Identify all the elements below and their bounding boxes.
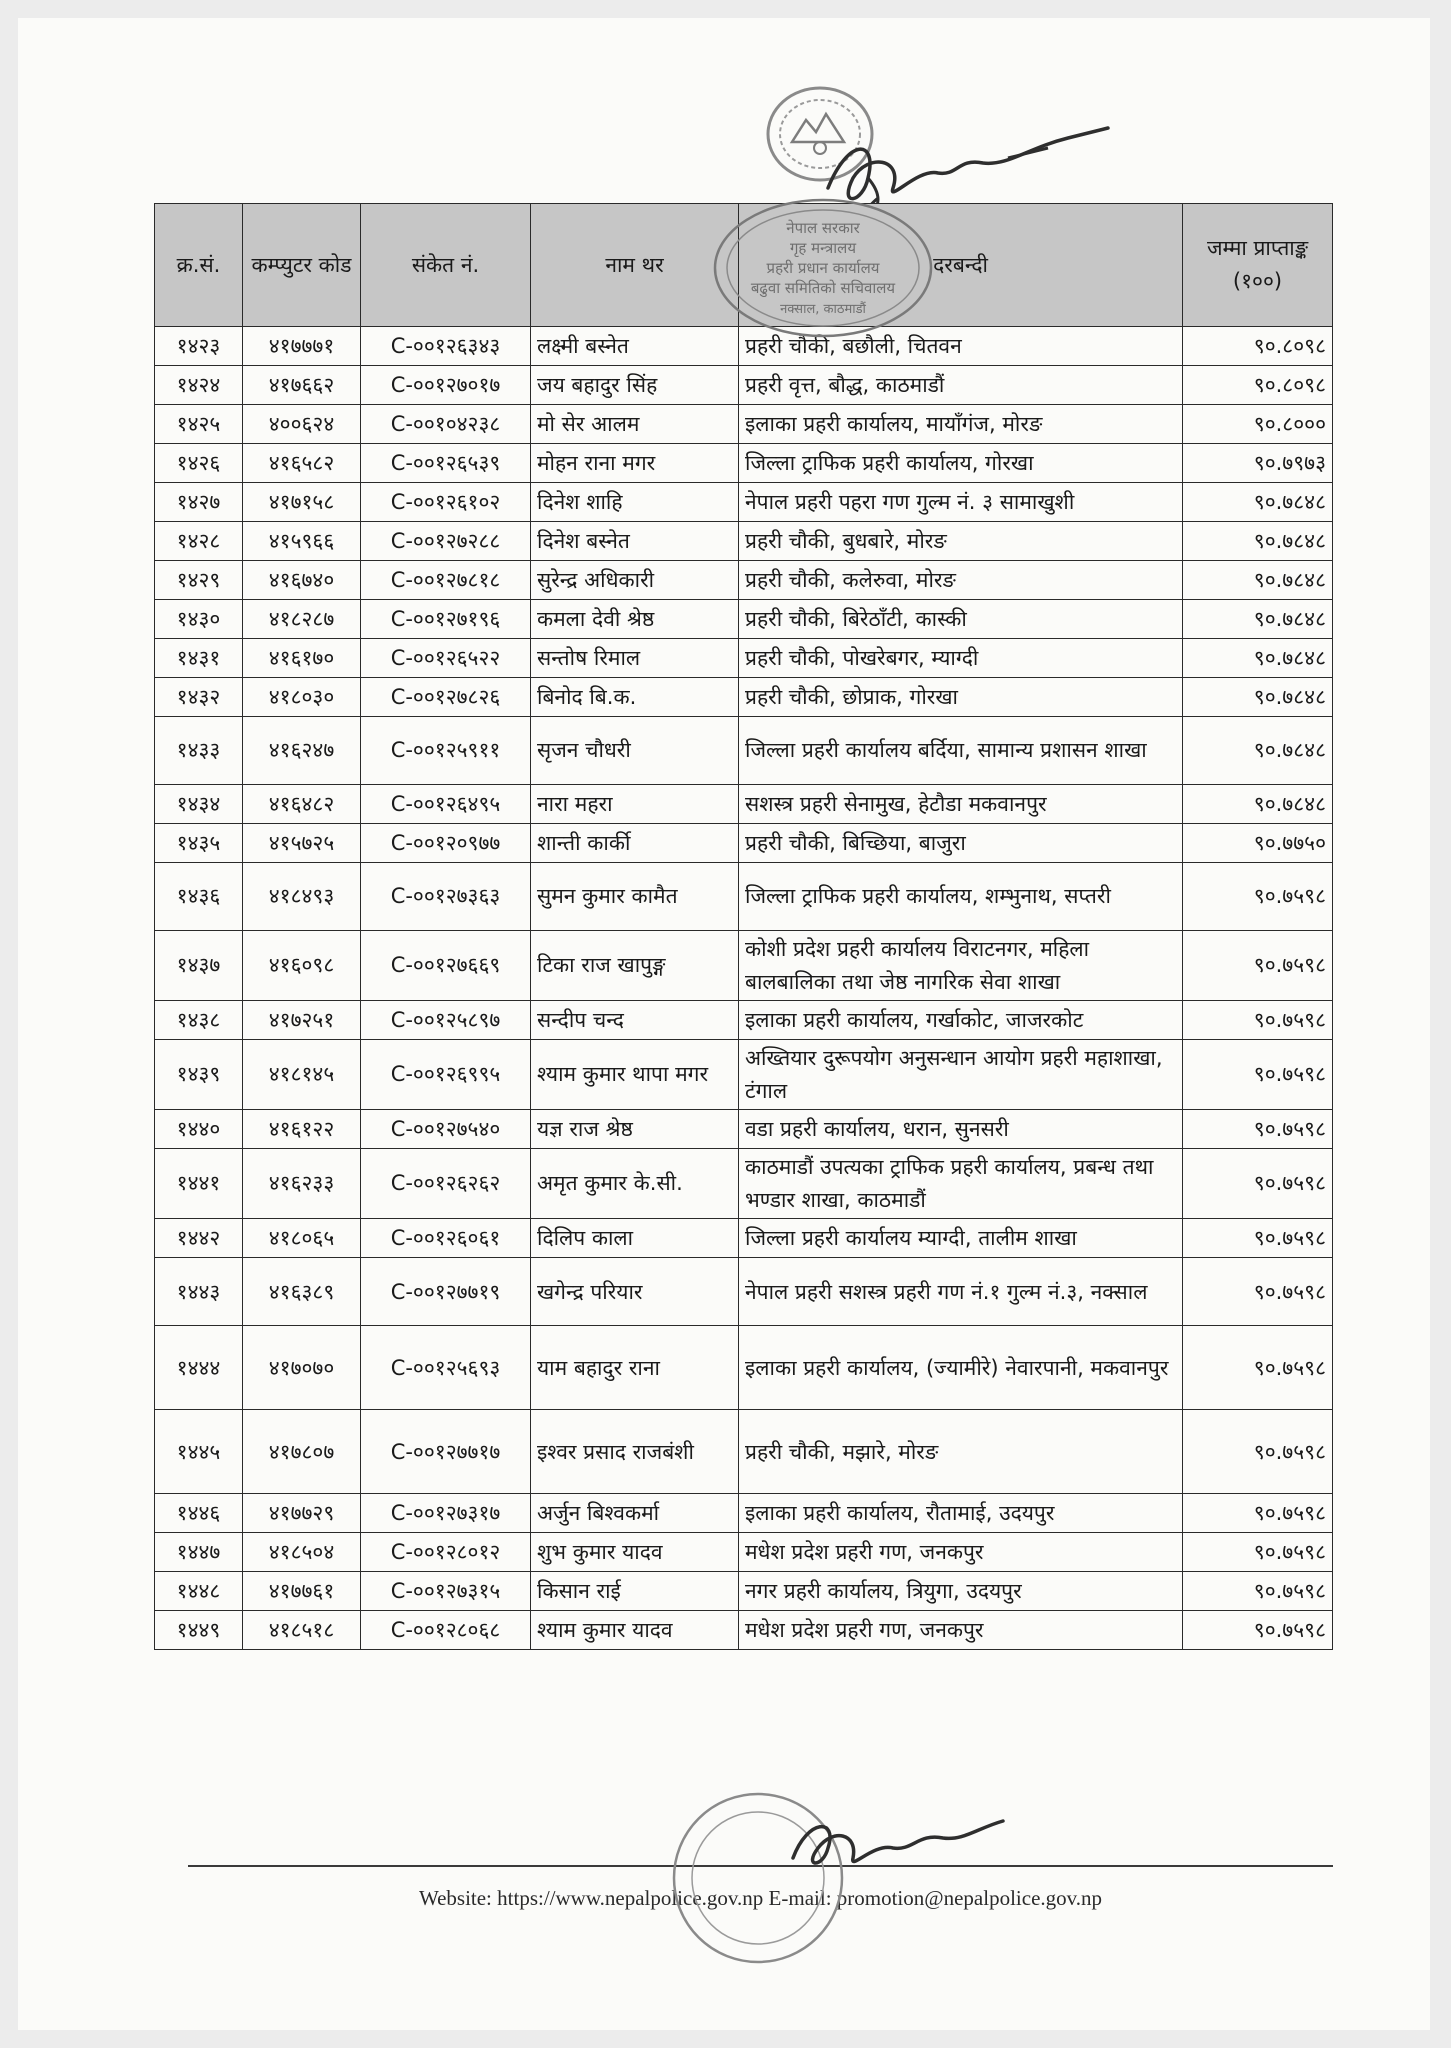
table-row [155, 1494, 1333, 1533]
cell-symbol-number: C-००१२७०१७ [361, 366, 531, 405]
table-row [155, 1110, 1333, 1149]
cell-symbol-number: C-००१२७८१८ [361, 561, 531, 600]
cell-total-score: ९०.८००० [1183, 405, 1333, 444]
cell-symbol-number: C-००१२५६९३ [361, 1326, 531, 1410]
cell-total-score: ९०.७५९८ [1183, 1001, 1333, 1040]
cell-name: अर्जुन बिश्वकर्मा [531, 1494, 739, 1533]
cell-serial: १४३६ [155, 863, 243, 931]
table-row [155, 1001, 1333, 1040]
cell-post: प्रहरी चौकी, पोखरेबगर, म्याग्दी [739, 639, 1183, 678]
cell-total-score: ९०.७८४८ [1183, 561, 1333, 600]
cell-total-score: ९०.७८४८ [1183, 522, 1333, 561]
table-row [155, 931, 1333, 1001]
table-row [155, 1533, 1333, 1572]
cell-serial: १४३० [155, 600, 243, 639]
cell-total-score: ९०.७५९८ [1183, 1326, 1333, 1410]
cell-post: इलाका प्रहरी कार्यालय, (ज्यामीरे) नेवारपानी, मकवानपुर [739, 1326, 1183, 1410]
cell-symbol-number: C-००१२६२६२ [361, 1149, 531, 1219]
cell-serial: १४३२ [155, 678, 243, 717]
cell-name: शान्ती कार्की [531, 824, 739, 863]
cell-post: जिल्ला प्रहरी कार्यालय म्याग्दी, तालीम शाखा [739, 1219, 1183, 1258]
table-row [155, 1572, 1333, 1611]
table-row [155, 1219, 1333, 1258]
cell-post: प्रहरी चौकी, छोप्राक, गोरखा [739, 678, 1183, 717]
header-serial: क्र.सं. [155, 204, 243, 327]
cell-computer-code: ४१५७२५ [243, 824, 361, 863]
cell-name: श्याम कुमार थापा मगर [531, 1040, 739, 1110]
cell-serial: १४२६ [155, 444, 243, 483]
cell-serial: १४४६ [155, 1494, 243, 1533]
cell-symbol-number: C-००१२५९११ [361, 717, 531, 785]
cell-total-score: ९०.७७५० [1183, 824, 1333, 863]
cell-serial: १४४४ [155, 1326, 243, 1410]
cell-total-score: ९०.७५९८ [1183, 1110, 1333, 1149]
cell-name: शुभ कुमार यादव [531, 1533, 739, 1572]
cell-post: काठमाडौं उपत्यका ट्राफिक प्रहरी कार्यालय, प्रबन्ध तथा भण्डार शाखा, काठमाडौं [739, 1149, 1183, 1219]
cell-serial: १४४९ [155, 1611, 243, 1650]
header-computer-code: कम्प्युटर कोड [243, 204, 361, 327]
cell-serial: १४३९ [155, 1040, 243, 1110]
cell-post: प्रहरी चौकी, बुधबारे, मोरङ [739, 522, 1183, 561]
table-row [155, 1611, 1333, 1650]
cell-total-score: ९०.७८४८ [1183, 785, 1333, 824]
cell-name: टिका राज खापुङ्ग [531, 931, 739, 1001]
cell-name: नारा महरा [531, 785, 739, 824]
table-row [155, 522, 1333, 561]
cell-post: प्रहरी चौकी, बछौली, चितवन [739, 327, 1183, 366]
cell-post: मधेश प्रदेश प्रहरी गण, जनकपुर [739, 1611, 1183, 1650]
cell-computer-code: ४१६३८९ [243, 1258, 361, 1326]
cell-total-score: ९०.७५९८ [1183, 863, 1333, 931]
cell-name: कमला देवी श्रेष्ठ [531, 600, 739, 639]
cell-symbol-number: C-००१२७३६३ [361, 863, 531, 931]
stamp-line-1: नेपाल सरकार [786, 219, 860, 237]
cell-computer-code: ४१६४८२ [243, 785, 361, 824]
cell-computer-code: ४१७२५१ [243, 1001, 361, 1040]
cell-total-score: ९०.७५९८ [1183, 1040, 1333, 1110]
table-row [155, 1410, 1333, 1494]
cell-name: दिनेश बस्नेत [531, 522, 739, 561]
cell-total-score: ९०.७५९८ [1183, 1149, 1333, 1219]
cell-post: प्रहरी चौकी, मझारे, मोरङ [739, 1410, 1183, 1494]
cell-serial: १४३८ [155, 1001, 243, 1040]
cell-symbol-number: C-००१२७६६९ [361, 931, 531, 1001]
cell-total-score: ९०.७५९८ [1183, 1410, 1333, 1494]
footer-contact: Website: https://www.nepalpolice.gov.np E-mail: promotion@nepalpolice.gov.np [418, 1886, 1103, 1910]
cell-computer-code: ४१७६६२ [243, 366, 361, 405]
cell-name: किसान राई [531, 1572, 739, 1611]
cell-computer-code: ४१७७६१ [243, 1572, 361, 1611]
cell-serial: १४२४ [155, 366, 243, 405]
cell-symbol-number: C-००१२७८२६ [361, 678, 531, 717]
cell-symbol-number: C-००१२७३१५ [361, 1572, 531, 1611]
cell-name: इश्वर प्रसाद राजबंशी [531, 1410, 739, 1494]
merit-list-table [154, 203, 1333, 1650]
cell-symbol-number: C-००१२६०६१ [361, 1219, 531, 1258]
cell-total-score: ९०.७५९८ [1183, 1494, 1333, 1533]
cell-name: सन्दीप चन्द [531, 1001, 739, 1040]
cell-post: जिल्ला प्रहरी कार्यालय बर्दिया, सामान्य प्रशासन शाखा [739, 717, 1183, 785]
cell-name: सुमन कुमार कामैत [531, 863, 739, 931]
cell-symbol-number: C-००१२८०६८ [361, 1611, 531, 1650]
cell-post: प्रहरी चौकी, कलेरुवा, मोरङ [739, 561, 1183, 600]
cell-name: सन्तोष रिमाल [531, 639, 739, 678]
cell-name: मोहन राना मगर [531, 444, 739, 483]
table-row [155, 863, 1333, 931]
signature-icon [778, 1803, 1008, 1883]
cell-post: नेपाल प्रहरी पहरा गण गुल्म नं. ३ सामाखुशी [739, 483, 1183, 522]
table-row [155, 405, 1333, 444]
cell-computer-code: ४१८५०४ [243, 1533, 361, 1572]
cell-serial: १४२५ [155, 405, 243, 444]
cell-total-score: ९०.७५९८ [1183, 1258, 1333, 1326]
cell-total-score: ९०.७५९८ [1183, 1611, 1333, 1650]
cell-serial: १४३३ [155, 717, 243, 785]
cell-name: श्याम कुमार यादव [531, 1611, 739, 1650]
cell-serial: १४२९ [155, 561, 243, 600]
cell-symbol-number: C-००१२७५४० [361, 1110, 531, 1149]
cell-symbol-number: C-००१२६५३९ [361, 444, 531, 483]
cell-total-score: ९०.७५९८ [1183, 931, 1333, 1001]
cell-name: खगेन्द्र परियार [531, 1258, 739, 1326]
cell-computer-code: ४१८४९३ [243, 863, 361, 931]
cell-symbol-number: C-००१२६१०२ [361, 483, 531, 522]
cell-serial: १४४८ [155, 1572, 243, 1611]
table-row [155, 366, 1333, 405]
cell-post: प्रहरी चौकी, बिच्छिया, बाजुरा [739, 824, 1183, 863]
office-stamp-icon [708, 193, 938, 343]
cell-post: अख्तियार दुरूपयोग अनुसन्धान आयोग प्रहरी महाशाखा, टंगाल [739, 1040, 1183, 1110]
cell-name: सृजन चौधरी [531, 717, 739, 785]
cell-post: जिल्ला ट्राफिक प्रहरी कार्यालय, शम्भुनाथ, सप्तरी [739, 863, 1183, 931]
cell-computer-code: ४१८०६५ [243, 1219, 361, 1258]
table-row [155, 717, 1333, 785]
cell-post: वडा प्रहरी कार्यालय, धरान, सुनसरी [739, 1110, 1183, 1149]
cell-serial: १४४५ [155, 1410, 243, 1494]
cell-serial: १४२७ [155, 483, 243, 522]
cell-computer-code: ४१७७२९ [243, 1494, 361, 1533]
table-row [155, 1258, 1333, 1326]
cell-computer-code: ४१६२४७ [243, 717, 361, 785]
cell-serial: १४४० [155, 1110, 243, 1149]
cell-total-score: ९०.७८४८ [1183, 483, 1333, 522]
cell-post: इलाका प्रहरी कार्यालय, गर्खाकोट, जाजरकोट [739, 1001, 1183, 1040]
cell-computer-code: ४१६१७० [243, 639, 361, 678]
cell-computer-code: ४१८०३० [243, 678, 361, 717]
cell-name: याम बहादुर राना [531, 1326, 739, 1410]
cell-total-score: ९०.७५९८ [1183, 1572, 1333, 1611]
table-row [155, 444, 1333, 483]
cell-post: नगर प्रहरी कार्यालय, त्रियुगा, उदयपुर [739, 1572, 1183, 1611]
cell-name: सुरेन्द्र अधिकारी [531, 561, 739, 600]
table-row [155, 600, 1333, 639]
table-row [155, 483, 1333, 522]
cell-symbol-number: C-००१२६४९५ [361, 785, 531, 824]
cell-symbol-number: C-००१२६५२२ [361, 639, 531, 678]
header-symbol-number: संकेत नं. [361, 204, 531, 327]
header-post: दरबन्दी [739, 204, 1183, 327]
cell-name: अमृत कुमार के.सी. [531, 1149, 739, 1219]
table-row [155, 1040, 1333, 1110]
cell-serial: १४२३ [155, 327, 243, 366]
cell-serial: १४४२ [155, 1219, 243, 1258]
cell-post: इलाका प्रहरी कार्यालय, मायाँगंज, मोरङ [739, 405, 1183, 444]
cell-total-score: ९०.८०९८ [1183, 327, 1333, 366]
cell-symbol-number: C-००१२७२८८ [361, 522, 531, 561]
cell-total-score: ९०.७५९८ [1183, 1533, 1333, 1572]
cell-total-score: ९०.७८४८ [1183, 717, 1333, 785]
cell-name: जय बहादुर सिंह [531, 366, 739, 405]
cell-name: मो सेर आलम [531, 405, 739, 444]
cell-total-score: ९०.७८४८ [1183, 639, 1333, 678]
table-row [155, 561, 1333, 600]
cell-symbol-number: C-००१२६३४३ [361, 327, 531, 366]
cell-post: मधेश प्रदेश प्रहरी गण, जनकपुर [739, 1533, 1183, 1572]
stamp-line-3: प्रहरी प्रधान कार्यालय [766, 259, 880, 277]
cell-post: सशस्त्र प्रहरी सेनामुख, हेटौडा मकवानपुर [739, 785, 1183, 824]
cell-name: दिनेश शाहि [531, 483, 739, 522]
cell-name: बिनोद बि.क. [531, 678, 739, 717]
cell-symbol-number: C-००१२७१९६ [361, 600, 531, 639]
table-row [155, 1326, 1333, 1410]
document-page [18, 18, 1430, 2030]
cell-serial: १४२८ [155, 522, 243, 561]
cell-symbol-number: C-००१२७७१७ [361, 1410, 531, 1494]
table-row [155, 678, 1333, 717]
table-row [155, 785, 1333, 824]
cell-computer-code: ४१६५८२ [243, 444, 361, 483]
cell-serial: १४३४ [155, 785, 243, 824]
cell-post: प्रहरी चौकी, बिरेठाँटी, कास्की [739, 600, 1183, 639]
cell-post: प्रहरी वृत्त, बौद्ध, काठमाडौं [739, 366, 1183, 405]
cell-serial: १४४१ [155, 1149, 243, 1219]
cell-computer-code: ४१६७४० [243, 561, 361, 600]
cell-total-score: ९०.७५९८ [1183, 1219, 1333, 1258]
cell-total-score: ९०.८०९८ [1183, 366, 1333, 405]
cell-computer-code: ४१६२३३ [243, 1149, 361, 1219]
cell-symbol-number: C-००१२६९९५ [361, 1040, 531, 1110]
cell-computer-code: ४१५९६६ [243, 522, 361, 561]
cell-symbol-number: C-००१२०९७७ [361, 824, 531, 863]
cell-serial: १४३१ [155, 639, 243, 678]
table-row [155, 639, 1333, 678]
cell-total-score: ९०.७८४८ [1183, 600, 1333, 639]
stamp-line-4: बढुवा समितिको सचिवालय [750, 279, 896, 297]
cell-serial: १४४७ [155, 1533, 243, 1572]
cell-symbol-number: C-००१२५८९७ [361, 1001, 531, 1040]
cell-total-score: ९०.७९७३ [1183, 444, 1333, 483]
cell-symbol-number: C-००१०४२३८ [361, 405, 531, 444]
cell-name: लक्ष्मी बस्नेत [531, 327, 739, 366]
cell-computer-code: ४१६१२२ [243, 1110, 361, 1149]
cell-serial: १४३७ [155, 931, 243, 1001]
header-name: नाम थर [531, 204, 739, 327]
cell-serial: १४३५ [155, 824, 243, 863]
cell-symbol-number: C-००१२८०१२ [361, 1533, 531, 1572]
cell-computer-code: ४१७७७१ [243, 327, 361, 366]
cell-computer-code: ४१८१४५ [243, 1040, 361, 1110]
cell-post: कोशी प्रदेश प्रहरी कार्यालय विराटनगर, महिला बालबालिका तथा जेष्ठ नागरिक सेवा शाखा [739, 931, 1183, 1001]
cell-serial: १४४३ [155, 1258, 243, 1326]
cell-symbol-number: C-००१२७७१९ [361, 1258, 531, 1326]
cell-name: यज्ञ राज श्रेष्ठ [531, 1110, 739, 1149]
stamp-line-2: गृह मन्त्रालय [789, 239, 857, 257]
cell-computer-code: ४००६२४ [243, 405, 361, 444]
cell-computer-code: ४१७०७० [243, 1326, 361, 1410]
stamp-line-5: नक्साल, काठमाडौं [780, 302, 866, 317]
cell-name: दिलिप काला [531, 1219, 739, 1258]
cell-computer-code: ४१८५१८ [243, 1611, 361, 1650]
cell-post: जिल्ला ट्राफिक प्रहरी कार्यालय, गोरखा [739, 444, 1183, 483]
cell-computer-code: ४१६०९८ [243, 931, 361, 1001]
table-row [155, 1149, 1333, 1219]
cell-post: इलाका प्रहरी कार्यालय, रौतामाई, उदयपुर [739, 1494, 1183, 1533]
cell-symbol-number: C-००१२७३१७ [361, 1494, 531, 1533]
header-total-score: जम्मा प्राप्ताङ्क (१००) [1183, 204, 1333, 327]
cell-post: नेपाल प्रहरी सशस्त्र प्रहरी गण नं.१ गुल्म नं.३, नक्साल [739, 1258, 1183, 1326]
cell-computer-code: ४१८२८७ [243, 600, 361, 639]
cell-computer-code: ४१७८०७ [243, 1410, 361, 1494]
table-row [155, 824, 1333, 863]
cell-computer-code: ४१७१५८ [243, 483, 361, 522]
cell-total-score: ९०.७८४८ [1183, 678, 1333, 717]
